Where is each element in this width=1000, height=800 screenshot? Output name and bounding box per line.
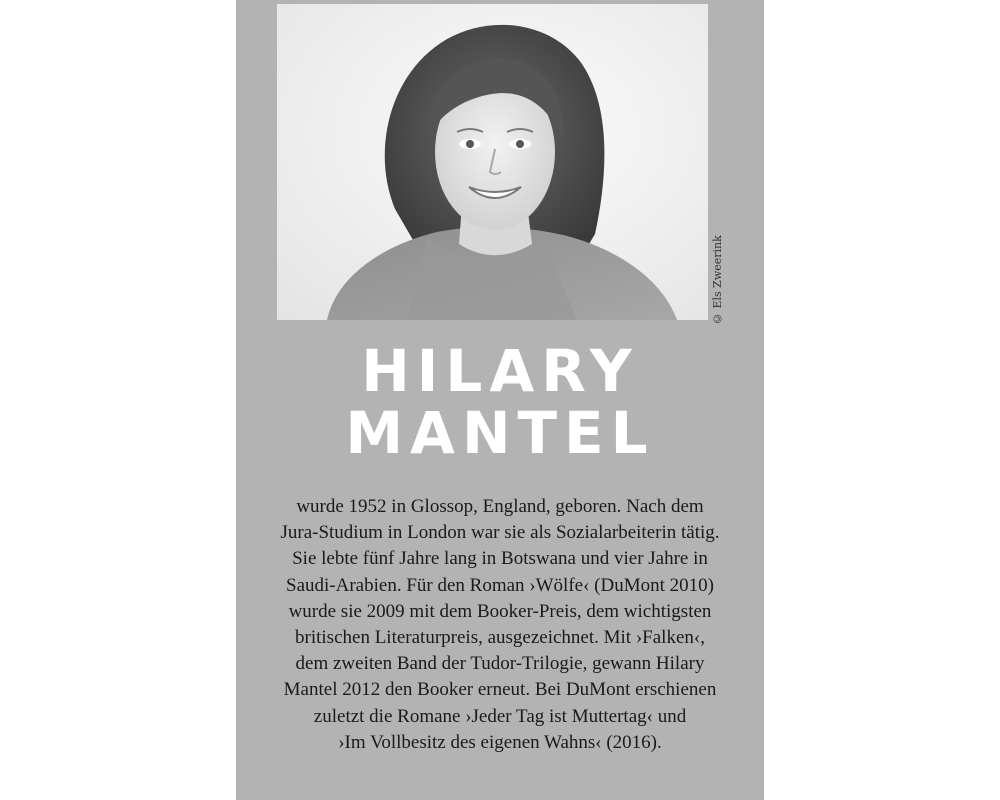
bio-line: Jura-Studium in London war sie als Sozialarbeiterin tätig. — [280, 522, 720, 544]
bio-line: dem zweiten Band der Tudor-Trilogie, gewann Hilary — [295, 653, 705, 675]
author-first-name: HILARY — [361, 337, 639, 405]
author-last-name: MANTEL — [345, 399, 655, 467]
bio-line: Sie lebte fünf Jahre lang in Botswana und vier Jahre in — [292, 548, 708, 570]
bio-line: wurde 1952 in Glossop, England, geboren. Nach dem — [296, 496, 704, 517]
bio-line: zuletzt die Romane ›Jeder Tag ist Muttertag‹ und — [313, 705, 687, 727]
book-flap-page — [236, 0, 764, 800]
bio-line: Saudi-Arabien. Für den Roman ›Wölfe‹ (DuMont 2010) — [286, 574, 714, 596]
bio-line: britischen Literaturpreis, ausgezeichnet. Mit ›Falken‹, — [295, 627, 705, 649]
photo-credit: © Els Zweerink — [711, 235, 724, 325]
bio-line: ›Im Vollbesitz des eigenen Wahns‹ (2016). — [338, 731, 662, 753]
author-name-heading — [236, 337, 764, 467]
author-biography — [236, 494, 764, 756]
author-portrait-photo — [277, 4, 708, 320]
bio-line: Mantel 2012 den Booker erneut. Bei DuMont erschienen — [283, 679, 717, 701]
bio-line: wurde sie 2009 mit dem Booker-Preis, dem wichtigsten — [288, 600, 712, 622]
portrait-illustration — [277, 4, 708, 320]
